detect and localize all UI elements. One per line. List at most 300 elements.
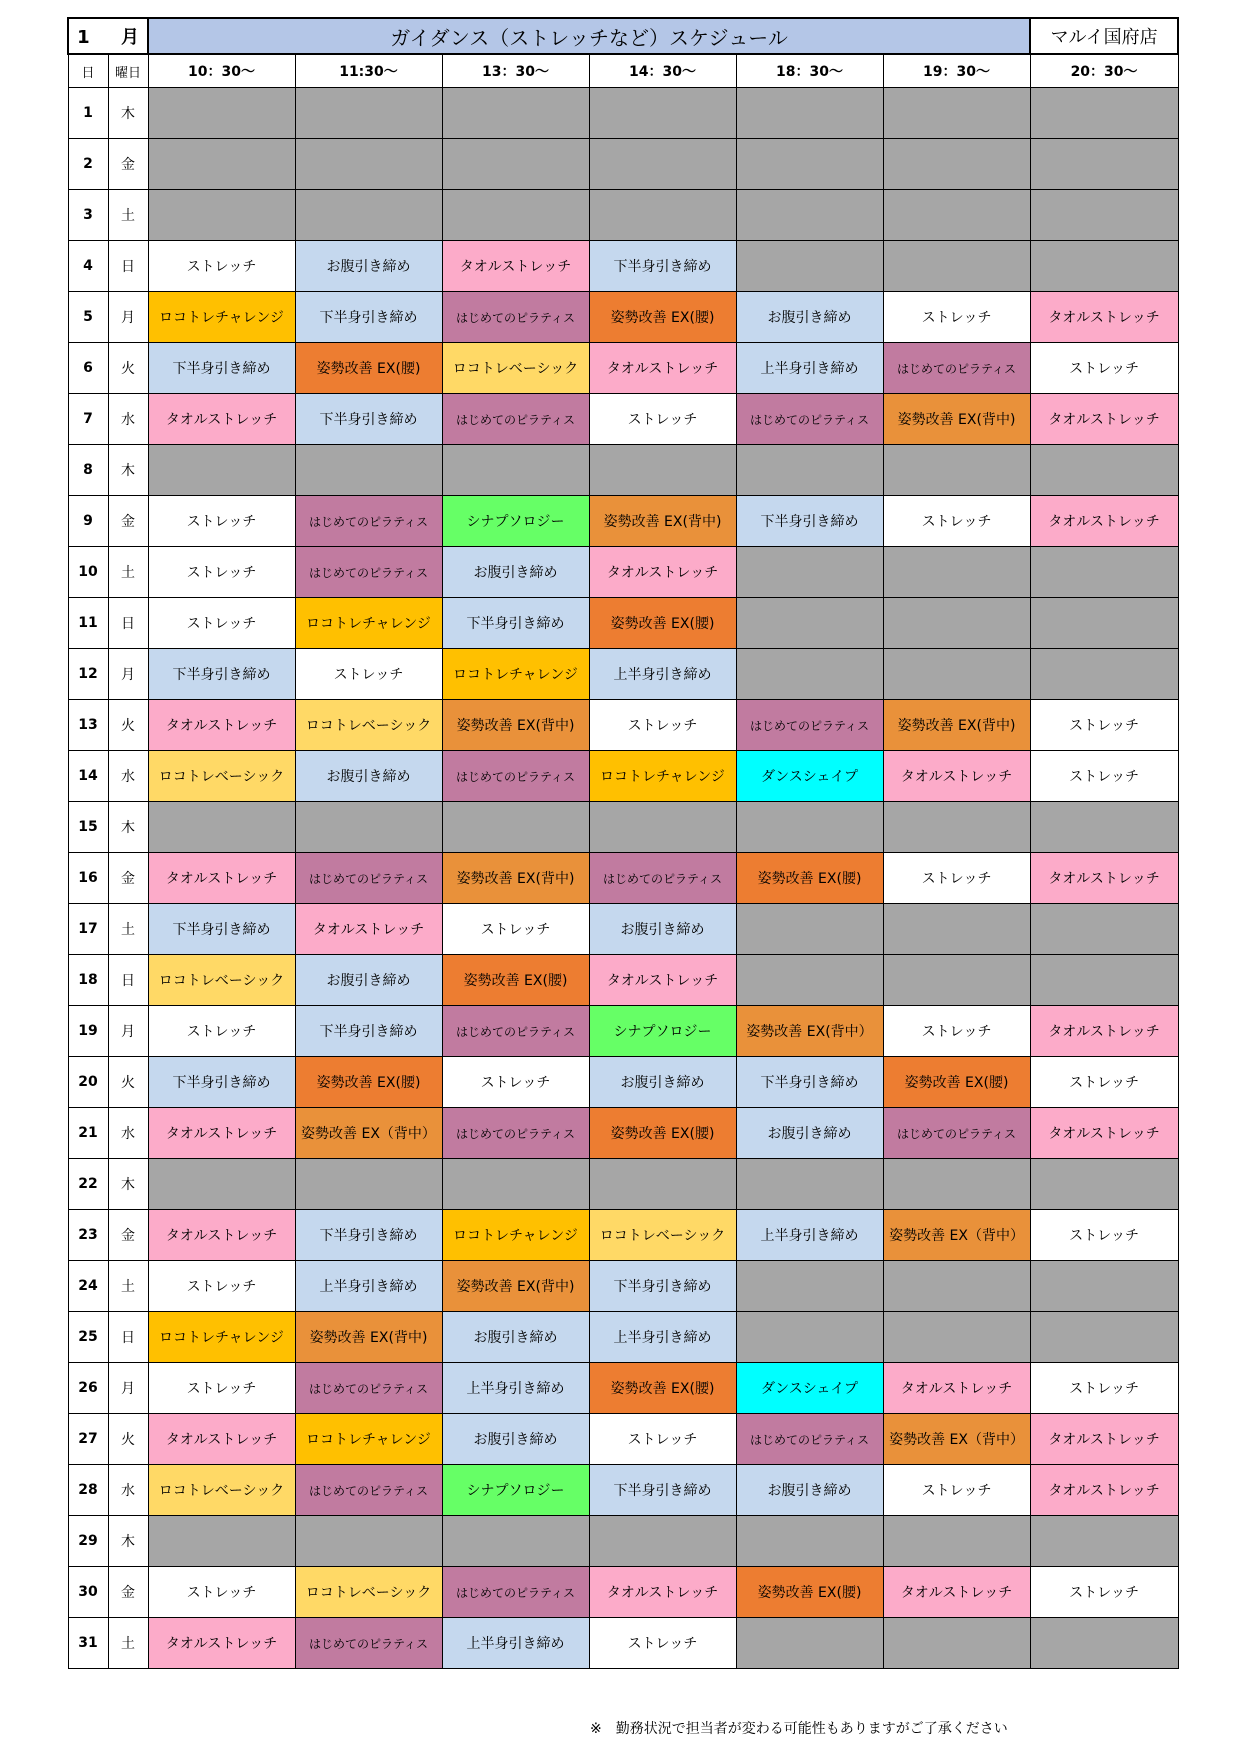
weekday: 木 — [108, 1516, 148, 1567]
day-number: 11 — [68, 598, 108, 649]
closed-slot — [148, 802, 295, 853]
class-slot: はじめてのピラティス — [883, 343, 1030, 394]
class-slot: お腹引き締め — [442, 1414, 589, 1465]
weekday: 火 — [108, 343, 148, 394]
closed-slot — [1030, 1261, 1178, 1312]
closed-slot — [736, 1261, 883, 1312]
day-number: 12 — [68, 649, 108, 700]
day-number: 6 — [68, 343, 108, 394]
day-number: 22 — [68, 1159, 108, 1210]
closed-slot — [1030, 190, 1178, 241]
closed-slot — [736, 802, 883, 853]
schedule-row — [68, 700, 1178, 751]
class-slot: タオルストレッチ — [589, 343, 736, 394]
class-slot: ダンスシェイプ — [736, 751, 883, 802]
closed-slot — [1030, 88, 1178, 139]
closed-slot — [1030, 955, 1178, 1006]
weekday: 土 — [108, 190, 148, 241]
schedule-row — [68, 292, 1178, 343]
schedule-row — [68, 751, 1178, 802]
closed-slot — [736, 955, 883, 1006]
class-slot: 姿勢改善 EX(背中) — [442, 853, 589, 904]
class-slot: お腹引き締め — [736, 1108, 883, 1159]
closed-slot — [148, 190, 295, 241]
closed-slot — [1030, 445, 1178, 496]
footnote: ※ 勤務状況で担当者が変わる可能性もありますがご了承ください — [590, 1721, 1008, 1737]
closed-slot — [736, 547, 883, 598]
class-slot: ストレッチ — [148, 496, 295, 547]
schedule-row — [68, 802, 1178, 853]
class-slot: 姿勢改善 EX(腰) — [589, 1108, 736, 1159]
class-slot: 上半身引き締め — [589, 1312, 736, 1363]
day-number: 19 — [68, 1006, 108, 1057]
class-slot: 姿勢改善 EX(腰) — [736, 1567, 883, 1618]
weekday: 木 — [108, 1159, 148, 1210]
closed-slot — [148, 1516, 295, 1567]
closed-slot — [736, 1159, 883, 1210]
class-slot: タオルストレッチ — [148, 1210, 295, 1261]
class-slot: 下半身引き締め — [589, 1465, 736, 1516]
day-number: 26 — [68, 1363, 108, 1414]
closed-slot — [883, 802, 1030, 853]
closed-slot — [1030, 802, 1178, 853]
month-label — [68, 18, 148, 54]
schedule-row — [68, 547, 1178, 598]
class-slot: タオルストレッチ — [1030, 292, 1178, 343]
class-slot: タオルストレッチ — [1030, 1108, 1178, 1159]
class-slot: ロコトレチャレンジ — [148, 292, 295, 343]
weekday-column-header: 曜日 — [108, 54, 148, 88]
class-slot: タオルストレッチ — [1030, 394, 1178, 445]
closed-slot — [1030, 904, 1178, 955]
class-slot: 姿勢改善 EX（背中） — [295, 1108, 442, 1159]
time-column-header: 19：30～ — [883, 54, 1030, 88]
closed-slot — [1030, 139, 1178, 190]
day-number: 7 — [68, 394, 108, 445]
class-slot: はじめてのピラティス — [295, 547, 442, 598]
closed-slot — [883, 1312, 1030, 1363]
day-number: 13 — [68, 700, 108, 751]
weekday: 木 — [108, 88, 148, 139]
schedule-row — [68, 1312, 1178, 1363]
class-slot: 姿勢改善 EX(背中) — [442, 1261, 589, 1312]
class-slot: お腹引き締め — [736, 1465, 883, 1516]
day-number: 16 — [68, 853, 108, 904]
closed-slot — [736, 1312, 883, 1363]
class-slot: タオルストレッチ — [295, 904, 442, 955]
schedule-row — [68, 445, 1178, 496]
class-slot: タオルストレッチ — [589, 1567, 736, 1618]
class-slot: タオルストレッチ — [883, 1567, 1030, 1618]
class-slot: 姿勢改善 EX(腰) — [589, 1363, 736, 1414]
column-header-row — [68, 54, 1178, 88]
day-number: 20 — [68, 1057, 108, 1108]
class-slot: シナプソロジー — [442, 496, 589, 547]
closed-slot — [883, 547, 1030, 598]
closed-slot — [883, 190, 1030, 241]
class-slot: ストレッチ — [589, 394, 736, 445]
class-slot: タオルストレッチ — [883, 751, 1030, 802]
closed-slot — [1030, 1312, 1178, 1363]
class-slot: ストレッチ — [589, 1618, 736, 1669]
class-slot: 上半身引き締め — [295, 1261, 442, 1312]
time-column-header: 20：30～ — [1030, 54, 1178, 88]
schedule-row — [68, 343, 1178, 394]
day-number: 29 — [68, 1516, 108, 1567]
class-slot: 上半身引き締め — [442, 1363, 589, 1414]
closed-slot — [883, 445, 1030, 496]
class-slot: 下半身引き締め — [148, 1057, 295, 1108]
day-column-header: 日 — [68, 54, 108, 88]
class-slot: 下半身引き締め — [736, 496, 883, 547]
class-slot: タオルストレッチ — [1030, 1006, 1178, 1057]
class-slot: ストレッチ — [883, 853, 1030, 904]
closed-slot — [442, 1159, 589, 1210]
class-slot: ストレッチ — [883, 496, 1030, 547]
closed-slot — [589, 139, 736, 190]
closed-slot — [883, 1516, 1030, 1567]
weekday: 月 — [108, 292, 148, 343]
weekday: 火 — [108, 1057, 148, 1108]
closed-slot — [736, 241, 883, 292]
class-slot: はじめてのピラティス — [442, 751, 589, 802]
class-slot: タオルストレッチ — [148, 1414, 295, 1465]
class-slot: 上半身引き締め — [442, 1618, 589, 1669]
day-number: 24 — [68, 1261, 108, 1312]
weekday: 月 — [108, 1363, 148, 1414]
class-slot: お腹引き締め — [295, 241, 442, 292]
day-number: 3 — [68, 190, 108, 241]
closed-slot — [1030, 598, 1178, 649]
closed-slot — [883, 955, 1030, 1006]
class-slot: ストレッチ — [883, 292, 1030, 343]
closed-slot — [295, 445, 442, 496]
class-slot: ストレッチ — [442, 1057, 589, 1108]
weekday: 木 — [108, 802, 148, 853]
class-slot: 姿勢改善 EX（背中） — [883, 1210, 1030, 1261]
closed-slot — [883, 1159, 1030, 1210]
schedule-row — [68, 139, 1178, 190]
class-slot: タオルストレッチ — [1030, 1414, 1178, 1465]
closed-slot — [883, 139, 1030, 190]
closed-slot — [295, 190, 442, 241]
class-slot: ストレッチ — [589, 700, 736, 751]
day-number: 31 — [68, 1618, 108, 1669]
class-slot: はじめてのピラティス — [295, 1363, 442, 1414]
day-number: 9 — [68, 496, 108, 547]
schedule-row — [68, 1363, 1178, 1414]
weekday: 月 — [108, 649, 148, 700]
weekday: 金 — [108, 139, 148, 190]
schedule-row — [68, 1516, 1178, 1567]
class-slot: タオルストレッチ — [1030, 1465, 1178, 1516]
time-column-header: 13：30～ — [442, 54, 589, 88]
class-slot: はじめてのピラティス — [442, 1006, 589, 1057]
schedule-row — [68, 1210, 1178, 1261]
class-slot: 下半身引き締め — [295, 394, 442, 445]
schedule-row — [68, 1006, 1178, 1057]
class-slot: ストレッチ — [1030, 1210, 1178, 1261]
schedule-title: ガイダンス（ストレッチなど）スケジュール — [148, 18, 1030, 54]
class-slot: 下半身引き締め — [589, 1261, 736, 1312]
class-slot: 姿勢改善 EX(背中） — [736, 1006, 883, 1057]
closed-slot — [883, 88, 1030, 139]
schedule-row — [68, 1414, 1178, 1465]
class-slot: ストレッチ — [1030, 343, 1178, 394]
class-slot: ロコトレベーシック — [148, 1465, 295, 1516]
closed-slot — [589, 1159, 736, 1210]
day-number: 25 — [68, 1312, 108, 1363]
class-slot: 下半身引き締め — [148, 904, 295, 955]
closed-slot — [442, 1516, 589, 1567]
time-column-header: 11:30～ — [295, 54, 442, 88]
closed-slot — [736, 88, 883, 139]
class-slot: はじめてのピラティス — [295, 853, 442, 904]
class-slot: 姿勢改善 EX(腰) — [736, 853, 883, 904]
class-slot: ストレッチ — [442, 904, 589, 955]
schedule-row — [68, 1465, 1178, 1516]
closed-slot — [883, 649, 1030, 700]
month-unit: 月 — [120, 27, 139, 48]
closed-slot — [589, 445, 736, 496]
closed-slot — [883, 1618, 1030, 1669]
class-slot: ストレッチ — [148, 598, 295, 649]
class-slot: ロコトレベーシック — [148, 955, 295, 1006]
class-slot: タオルストレッチ — [148, 394, 295, 445]
closed-slot — [1030, 649, 1178, 700]
class-slot: お腹引き締め — [589, 904, 736, 955]
class-slot: 下半身引き締め — [295, 1210, 442, 1261]
class-slot: お腹引き締め — [442, 1312, 589, 1363]
closed-slot — [442, 139, 589, 190]
weekday: 水 — [108, 751, 148, 802]
closed-slot — [442, 190, 589, 241]
closed-slot — [1030, 1618, 1178, 1669]
closed-slot — [1030, 547, 1178, 598]
class-slot: タオルストレッチ — [883, 1363, 1030, 1414]
closed-slot — [736, 904, 883, 955]
weekday: 金 — [108, 853, 148, 904]
closed-slot — [736, 649, 883, 700]
time-column-header: 10：30～ — [148, 54, 295, 88]
schedule-row — [68, 904, 1178, 955]
schedule-row — [68, 1567, 1178, 1618]
weekday: 土 — [108, 1261, 148, 1312]
day-number: 27 — [68, 1414, 108, 1465]
time-column-header: 14：30～ — [589, 54, 736, 88]
schedule-row — [68, 853, 1178, 904]
class-slot: ストレッチ — [148, 1363, 295, 1414]
day-number: 21 — [68, 1108, 108, 1159]
weekday: 日 — [108, 241, 148, 292]
class-slot: タオルストレッチ — [148, 1618, 295, 1669]
schedule-row — [68, 1108, 1178, 1159]
closed-slot — [736, 598, 883, 649]
class-slot: ロコトレベーシック — [295, 1567, 442, 1618]
closed-slot — [589, 190, 736, 241]
closed-slot — [442, 445, 589, 496]
weekday: 水 — [108, 1108, 148, 1159]
weekday: 土 — [108, 1618, 148, 1669]
class-slot: ストレッチ — [295, 649, 442, 700]
weekday: 土 — [108, 904, 148, 955]
class-slot: 姿勢改善 EX(背中) — [883, 700, 1030, 751]
class-slot: ストレッチ — [148, 1261, 295, 1312]
closed-slot — [148, 139, 295, 190]
schedule-row — [68, 1159, 1178, 1210]
closed-slot — [1030, 1159, 1178, 1210]
closed-slot — [883, 241, 1030, 292]
time-column-header: 18：30～ — [736, 54, 883, 88]
class-slot: ストレッチ — [148, 1006, 295, 1057]
closed-slot — [295, 1159, 442, 1210]
weekday: 金 — [108, 1567, 148, 1618]
closed-slot — [589, 802, 736, 853]
schedule-table — [67, 17, 1179, 1669]
class-slot: 下半身引き締め — [442, 598, 589, 649]
schedule-sheet — [67, 17, 1177, 1669]
month-number: 1 — [77, 27, 90, 48]
schedule-row — [68, 394, 1178, 445]
closed-slot — [295, 88, 442, 139]
schedule-row — [68, 88, 1178, 139]
class-slot: 姿勢改善 EX(腰) — [883, 1057, 1030, 1108]
closed-slot — [148, 1159, 295, 1210]
class-slot: 姿勢改善 EX(背中) — [589, 496, 736, 547]
class-slot: 姿勢改善 EX(腰) — [589, 598, 736, 649]
class-slot: 下半身引き締め — [295, 292, 442, 343]
closed-slot — [736, 190, 883, 241]
class-slot: はじめてのピラティス — [442, 1567, 589, 1618]
class-slot: 姿勢改善 EX(腰) — [589, 292, 736, 343]
title-row — [68, 18, 1178, 54]
class-slot: タオルストレッチ — [148, 1108, 295, 1159]
closed-slot — [148, 445, 295, 496]
class-slot: お腹引き締め — [295, 955, 442, 1006]
class-slot: 上半身引き締め — [736, 1210, 883, 1261]
weekday: 水 — [108, 1465, 148, 1516]
class-slot: はじめてのピラティス — [736, 394, 883, 445]
weekday: 金 — [108, 1210, 148, 1261]
class-slot: 下半身引き締め — [736, 1057, 883, 1108]
class-slot: シナプソロジー — [442, 1465, 589, 1516]
closed-slot — [1030, 1516, 1178, 1567]
class-slot: ロコトレチャレンジ — [442, 1210, 589, 1261]
closed-slot — [295, 139, 442, 190]
class-slot: 上半身引き締め — [736, 343, 883, 394]
weekday: 月 — [108, 1006, 148, 1057]
class-slot: はじめてのピラティス — [295, 1618, 442, 1669]
weekday: 土 — [108, 547, 148, 598]
class-slot: ロコトレチャレンジ — [589, 751, 736, 802]
class-slot: ストレッチ — [1030, 751, 1178, 802]
class-slot: 下半身引き締め — [589, 241, 736, 292]
closed-slot — [736, 1618, 883, 1669]
class-slot: ストレッチ — [1030, 1567, 1178, 1618]
closed-slot — [295, 802, 442, 853]
class-slot: ロコトレチャレンジ — [148, 1312, 295, 1363]
day-number: 4 — [68, 241, 108, 292]
class-slot: お腹引き締め — [589, 1057, 736, 1108]
class-slot: はじめてのピラティス — [295, 496, 442, 547]
weekday: 火 — [108, 700, 148, 751]
class-slot: 下半身引き締め — [295, 1006, 442, 1057]
day-number: 5 — [68, 292, 108, 343]
closed-slot — [1030, 241, 1178, 292]
class-slot: タオルストレッチ — [1030, 853, 1178, 904]
class-slot: ストレッチ — [148, 547, 295, 598]
day-number: 17 — [68, 904, 108, 955]
closed-slot — [736, 139, 883, 190]
class-slot: 姿勢改善 EX(背中) — [883, 394, 1030, 445]
closed-slot — [883, 904, 1030, 955]
class-slot: ストレッチ — [883, 1465, 1030, 1516]
weekday: 金 — [108, 496, 148, 547]
class-slot: ロコトレベーシック — [295, 700, 442, 751]
closed-slot — [736, 445, 883, 496]
class-slot: はじめてのピラティス — [442, 292, 589, 343]
weekday: 木 — [108, 445, 148, 496]
schedule-row — [68, 955, 1178, 1006]
class-slot: ストレッチ — [1030, 1363, 1178, 1414]
schedule-row — [68, 1057, 1178, 1108]
class-slot: タオルストレッチ — [1030, 496, 1178, 547]
closed-slot — [589, 1516, 736, 1567]
day-number: 30 — [68, 1567, 108, 1618]
closed-slot — [148, 88, 295, 139]
store-name: マルイ国府店 — [1030, 18, 1178, 54]
class-slot: ロコトレチャレンジ — [295, 1414, 442, 1465]
class-slot: ロコトレベーシック — [148, 751, 295, 802]
closed-slot — [736, 1516, 883, 1567]
class-slot: ストレッチ — [148, 241, 295, 292]
class-slot: 姿勢改善 EX(腰) — [295, 343, 442, 394]
class-slot: 姿勢改善 EX(背中) — [442, 700, 589, 751]
schedule-row — [68, 496, 1178, 547]
class-slot: 下半身引き締め — [148, 649, 295, 700]
closed-slot — [295, 1516, 442, 1567]
class-slot: はじめてのピラティス — [883, 1108, 1030, 1159]
schedule-row — [68, 241, 1178, 292]
schedule-row — [68, 598, 1178, 649]
class-slot: 姿勢改善 EX(腰) — [295, 1057, 442, 1108]
class-slot: お腹引き締め — [295, 751, 442, 802]
class-slot: タオルストレッチ — [148, 853, 295, 904]
class-slot: 姿勢改善 EX(腰) — [442, 955, 589, 1006]
class-slot: ロコトレチャレンジ — [442, 649, 589, 700]
class-slot: はじめてのピラティス — [442, 394, 589, 445]
class-slot: ストレッチ — [589, 1414, 736, 1465]
schedule-row — [68, 190, 1178, 241]
schedule-row — [68, 649, 1178, 700]
schedule-row — [68, 1261, 1178, 1312]
class-slot: タオルストレッチ — [589, 547, 736, 598]
class-slot: タオルストレッチ — [442, 241, 589, 292]
class-slot: お腹引き締め — [736, 292, 883, 343]
closed-slot — [442, 802, 589, 853]
day-number: 10 — [68, 547, 108, 598]
closed-slot — [883, 1261, 1030, 1312]
class-slot: ストレッチ — [148, 1567, 295, 1618]
class-slot: ロコトレベーシック — [442, 343, 589, 394]
class-slot: ダンスシェイプ — [736, 1363, 883, 1414]
class-slot: ストレッチ — [1030, 700, 1178, 751]
schedule-row — [68, 1618, 1178, 1669]
closed-slot — [883, 598, 1030, 649]
weekday: 日 — [108, 598, 148, 649]
day-number: 2 — [68, 139, 108, 190]
weekday: 日 — [108, 955, 148, 1006]
